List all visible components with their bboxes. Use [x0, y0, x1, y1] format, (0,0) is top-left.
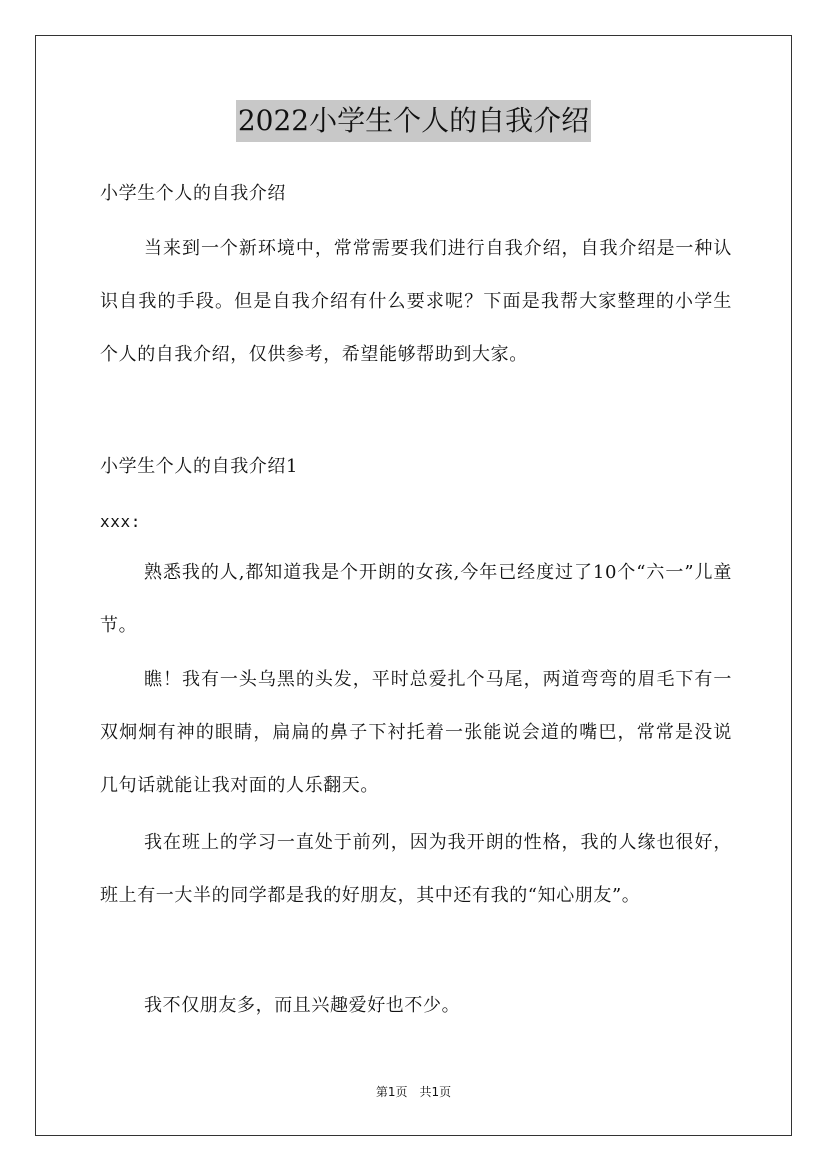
- title-wrap: [0, 100, 827, 142]
- section-heading: 小学生个人的自我介绍1: [100, 456, 299, 477]
- salutation: xxx:: [100, 512, 141, 531]
- page-footer: 第1页 共1页: [375, 1085, 452, 1099]
- paragraph: 瞧！我有一头乌黑的头发，平时总爱扎个马尾，两道弯弯的眉毛下有一双炯炯有神的眼睛，扁扁的鼻子下衬托着一张能说会道的嘴巴，常常是没说几句话就能让我对面的人乐翻天。: [100, 669, 732, 796]
- paragraph: 我在班上的学习一直处于前列，因为我开朗的性格，我的人缘也很好，班上有一大半的同学都是我的好朋友，其中还有我的“知心朋友”。: [100, 832, 732, 906]
- paragraph: 熟悉我的人,都知道我是个开朗的女孩,今年已经度过了10个“六一”儿童节。: [100, 562, 732, 636]
- document-title: 2022小学生个人的自我介绍: [236, 100, 591, 142]
- section-heading: 小学生个人的自我介绍: [100, 183, 286, 204]
- intro-paragraph: 当来到一个新环境中，常常需要我们进行自我介绍，自我介绍是一种认识自我的手段。但是自我介绍有什么要求呢？下面是我帮大家整理的小学生个人的自我介绍，仅供参考，希望能够帮助到大家。: [100, 238, 732, 365]
- paragraph: 我不仅朋友多，而且兴趣爱好也不少。: [144, 995, 461, 1016]
